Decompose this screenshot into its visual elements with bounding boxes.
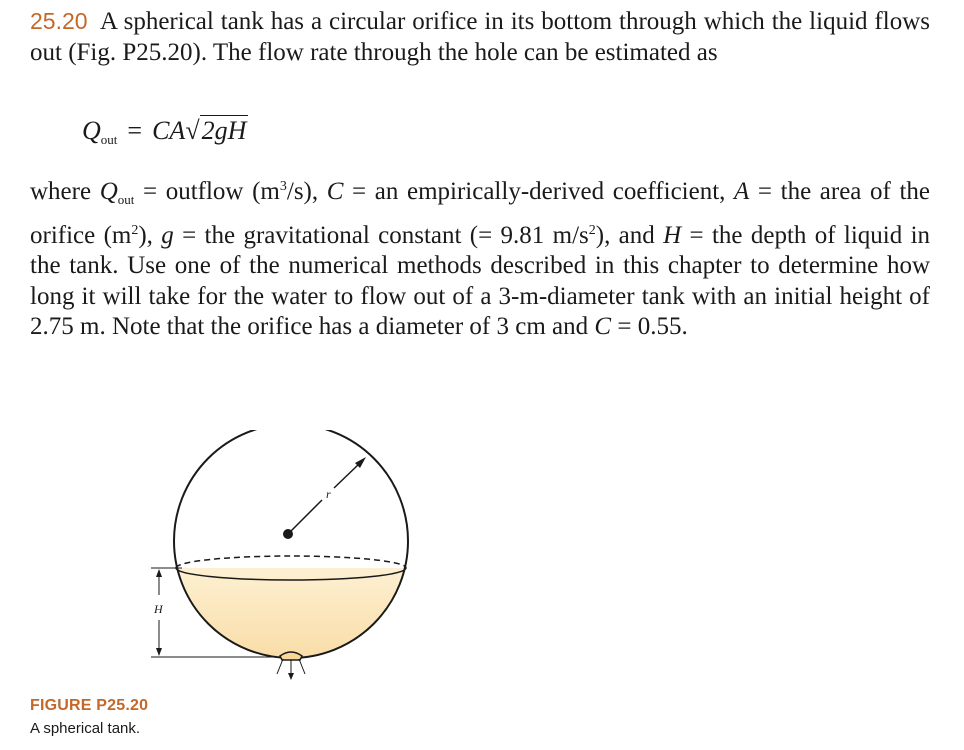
orifice: [280, 652, 302, 660]
text-segment: = the area of the orifice (m: [30, 178, 930, 249]
liquid-surface-back: [176, 556, 406, 568]
text-segment: = an empirically-derived coefficient,: [343, 178, 735, 205]
text-segment: where: [30, 178, 100, 205]
text-segment: = the gravitational constant (= 9.81 m/s: [173, 221, 589, 249]
depth-arrow-down: [156, 648, 162, 656]
depth-label: H: [154, 602, 163, 616]
problem-number: 25.20: [30, 8, 88, 34]
problem-statement: [30, 6, 930, 68]
superscript: 3: [279, 179, 287, 194]
radical-sign: √: [185, 116, 200, 145]
text-segment: /s),: [286, 178, 327, 205]
outflow-arrowhead: [288, 673, 294, 680]
figure-caption-label: FIGURE P25.20: [30, 697, 149, 714]
equation-equals: =: [127, 116, 143, 145]
superscript: 2: [588, 222, 596, 238]
outflow-stream-right: [299, 659, 305, 674]
text-segment: ), and: [595, 221, 664, 249]
flow-equation: [82, 116, 248, 148]
text-segment: = 0.55.: [611, 313, 688, 340]
text-segment: = the depth of liquid in the tank. Use one of the numerical methods described in this chapter to determine how long it will take for the water to flow out of a 3-m-diameter tank with an initial height of 2.75 m. Note that the orifice has a diameter of 3 cm and: [30, 221, 931, 340]
var-q-subscript: out: [117, 192, 135, 207]
depth-arrow-up: [156, 569, 162, 577]
text-segment: ),: [138, 221, 162, 249]
problem-intro: A spherical tank has a circular orifice in its bottom through which the liquid flows out (Fig. P25.20). The flow rate through the hole can be estimated as: [30, 8, 930, 66]
outflow-stream-left: [277, 659, 283, 674]
radius-label: r: [326, 487, 331, 501]
text-segment: = outflow (m: [134, 178, 280, 205]
var-q: Q: [99, 178, 118, 205]
var-c: C: [326, 178, 344, 205]
equation-rhs-prefix: CA: [152, 116, 186, 145]
liquid-region: [160, 568, 420, 688]
radius-line-lower: [288, 500, 322, 534]
var-a: A: [734, 178, 750, 205]
var-c: C: [594, 313, 612, 340]
equation-lhs-subscript: out: [100, 132, 118, 147]
variable-definitions: [30, 172, 930, 343]
spherical-tank-figure: [140, 430, 420, 690]
superscript: 2: [131, 222, 139, 238]
var-h: H: [663, 221, 682, 249]
equation-radicand: 2gH: [201, 116, 247, 145]
var-g: g: [161, 221, 174, 249]
figure-caption-text: A spherical tank.: [30, 720, 141, 737]
liquid-fill: [160, 568, 420, 688]
equation-lhs: Q: [82, 116, 101, 145]
radius-line-upper: [334, 463, 360, 488]
